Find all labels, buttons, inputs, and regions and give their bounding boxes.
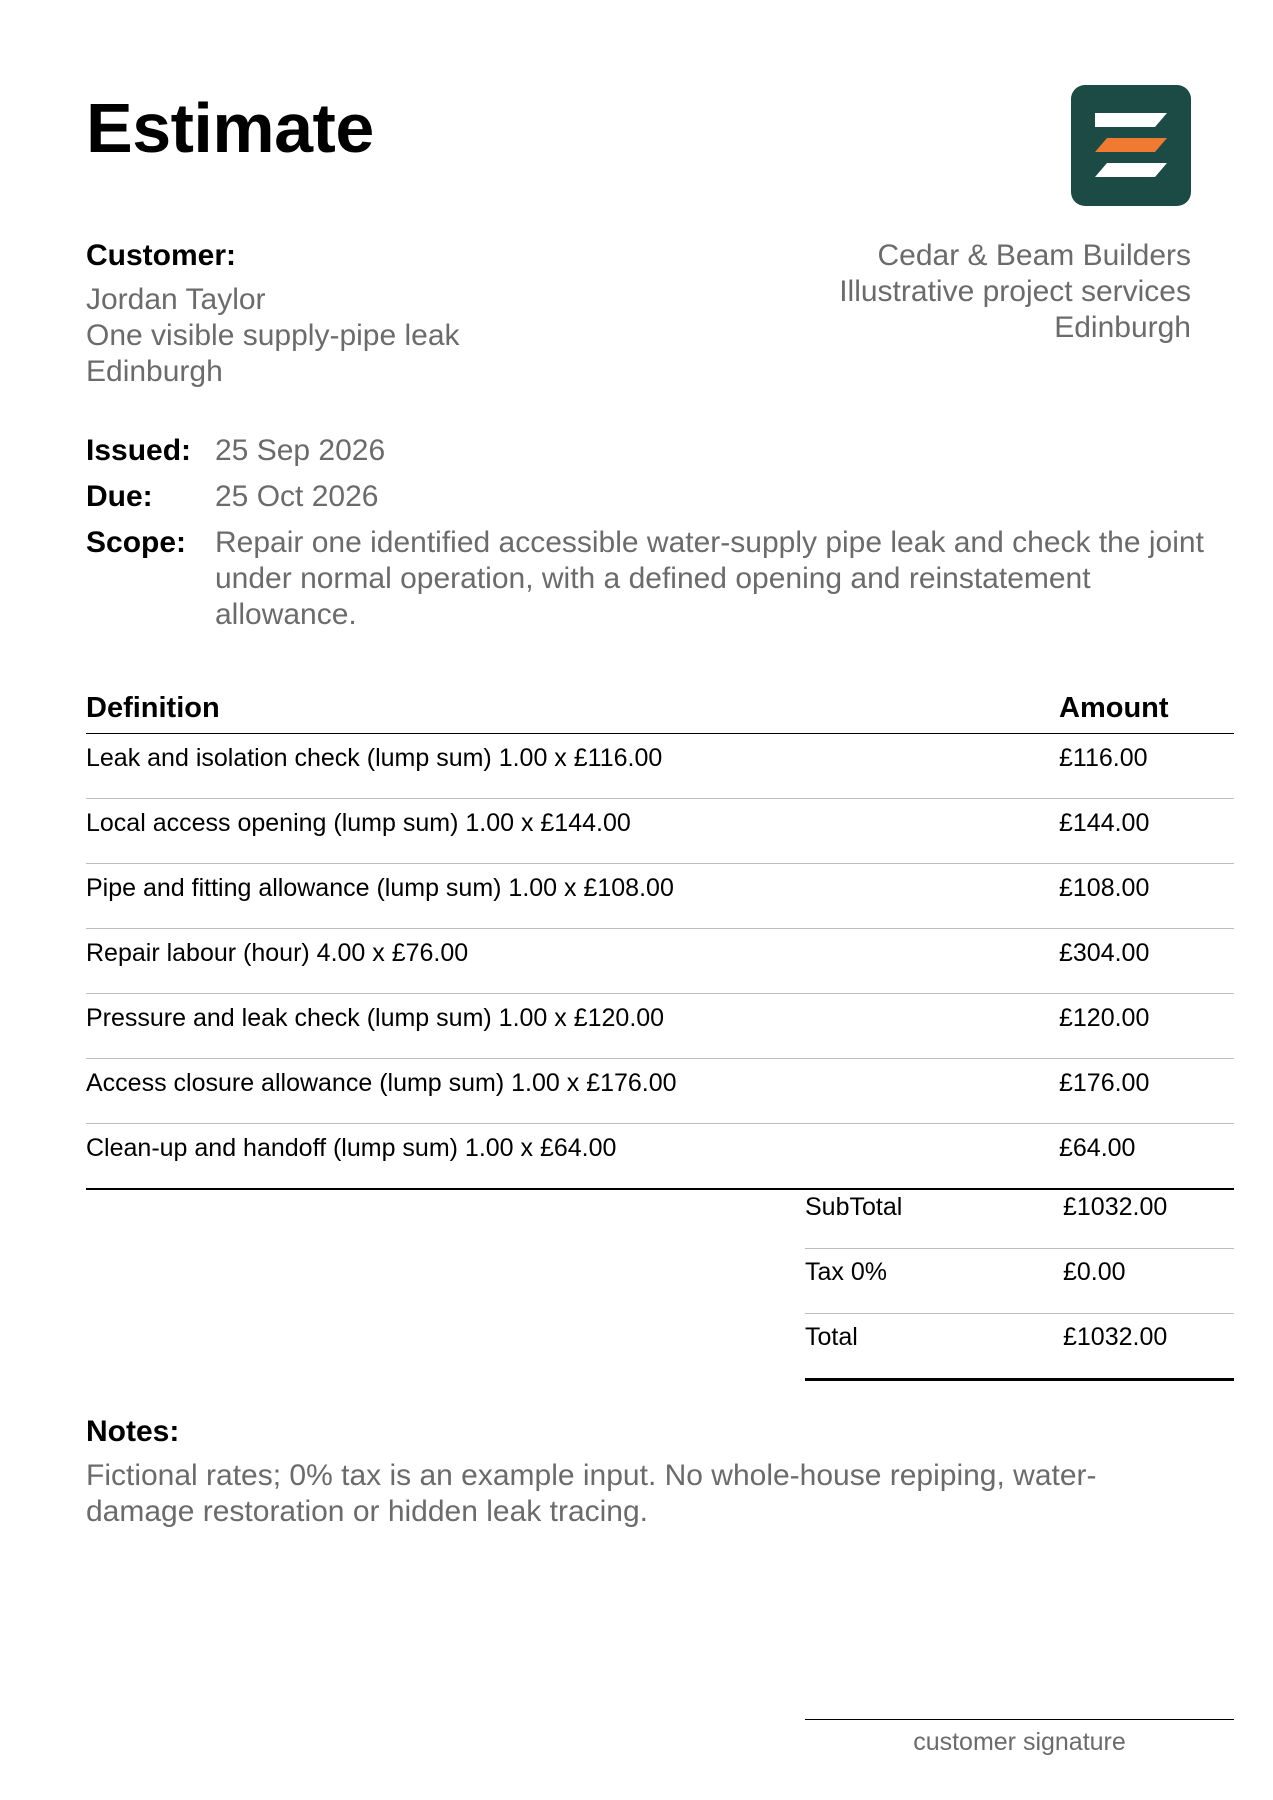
total-value: £1032.00 [1063, 1323, 1168, 1351]
customer-name: Jordan Taylor [86, 283, 266, 316]
due-label: Due: [86, 480, 153, 513]
column-header-amount: Amount [1059, 692, 1169, 724]
table-row [86, 734, 1234, 799]
company-name: Cedar & Beam Builders [877, 239, 1191, 272]
row-definition: Pressure and leak check (lump sum) 1.00 x £120.00 [86, 1004, 665, 1032]
totals-block [805, 1184, 1234, 1381]
row-definition: Repair labour (hour) 4.00 x £76.00 [86, 939, 469, 967]
subtotal-value: £1032.00 [1063, 1193, 1168, 1221]
row-definition: Pipe and fitting allowance (lump sum) 1.00 x £108.00 [86, 874, 674, 902]
due-row [86, 479, 1206, 515]
total-label: Total [805, 1323, 858, 1351]
subtotal-row [805, 1184, 1234, 1249]
customer-block [86, 238, 460, 390]
column-header-definition: Definition [86, 692, 220, 724]
row-amount: £176.00 [1059, 1069, 1150, 1097]
scope-row [86, 525, 1206, 633]
estimate-meta [86, 433, 1206, 643]
tax-value: £0.00 [1063, 1258, 1126, 1286]
row-amount: £108.00 [1059, 874, 1150, 902]
row-amount: £304.00 [1059, 939, 1150, 967]
table-row [86, 929, 1234, 994]
customer-signature-line[interactable] [805, 1719, 1234, 1757]
row-amount: £120.00 [1059, 1004, 1150, 1032]
table-row [86, 799, 1234, 864]
notes-label: Notes: [86, 1415, 180, 1448]
line-items-table [86, 688, 1234, 1190]
scope-label: Scope: [86, 526, 187, 559]
tax-label: Tax 0% [805, 1258, 887, 1286]
row-amount: £144.00 [1059, 809, 1150, 837]
row-definition: Local access opening (lump sum) 1.00 x £144.00 [86, 809, 631, 837]
table-header [86, 688, 1234, 734]
notes-block [86, 1414, 1196, 1530]
signature-label: customer signature [913, 1728, 1126, 1756]
customer-line2: One visible supply-pipe leak [86, 319, 460, 352]
row-definition: Access closure allowance (lump sum) 1.00 x £176.00 [86, 1069, 677, 1097]
page-title: Estimate [86, 89, 374, 167]
company-block [591, 238, 1191, 346]
issued-date: 25 Sep 2026 [215, 434, 386, 467]
row-definition: Clean-up and handoff (lump sum) 1.00 x £64.00 [86, 1134, 617, 1162]
table-row [86, 994, 1234, 1059]
customer-label: Customer: [86, 239, 237, 272]
company-city: Edinburgh [1054, 311, 1191, 344]
customer-city: Edinburgh [86, 355, 223, 388]
table-row [86, 1059, 1234, 1124]
table-row [86, 1124, 1234, 1190]
table-row [86, 864, 1234, 929]
due-date: 25 Oct 2026 [215, 480, 379, 513]
scope-text: Repair one identified accessible water-supply pipe leak and check the joint under normal operation, with a defined opening and reinstatement allowance. [215, 526, 1204, 631]
row-amount: £64.00 [1059, 1134, 1136, 1162]
row-amount: £116.00 [1059, 744, 1148, 772]
subtotal-label: SubTotal [805, 1193, 903, 1221]
row-definition: Leak and isolation check (lump sum) 1.00 x £116.00 [86, 744, 663, 772]
total-row [805, 1314, 1234, 1381]
issued-row [86, 433, 1206, 469]
tax-row [805, 1249, 1234, 1314]
notes-text: Fictional rates; 0% tax is an example input. No whole-house repiping, water-damage restoration or hidden leak tracing. [86, 1459, 1097, 1528]
company-tagline: Illustrative project services [839, 275, 1191, 308]
stacked-layers-icon [1071, 85, 1191, 206]
issued-label: Issued: [86, 434, 192, 467]
